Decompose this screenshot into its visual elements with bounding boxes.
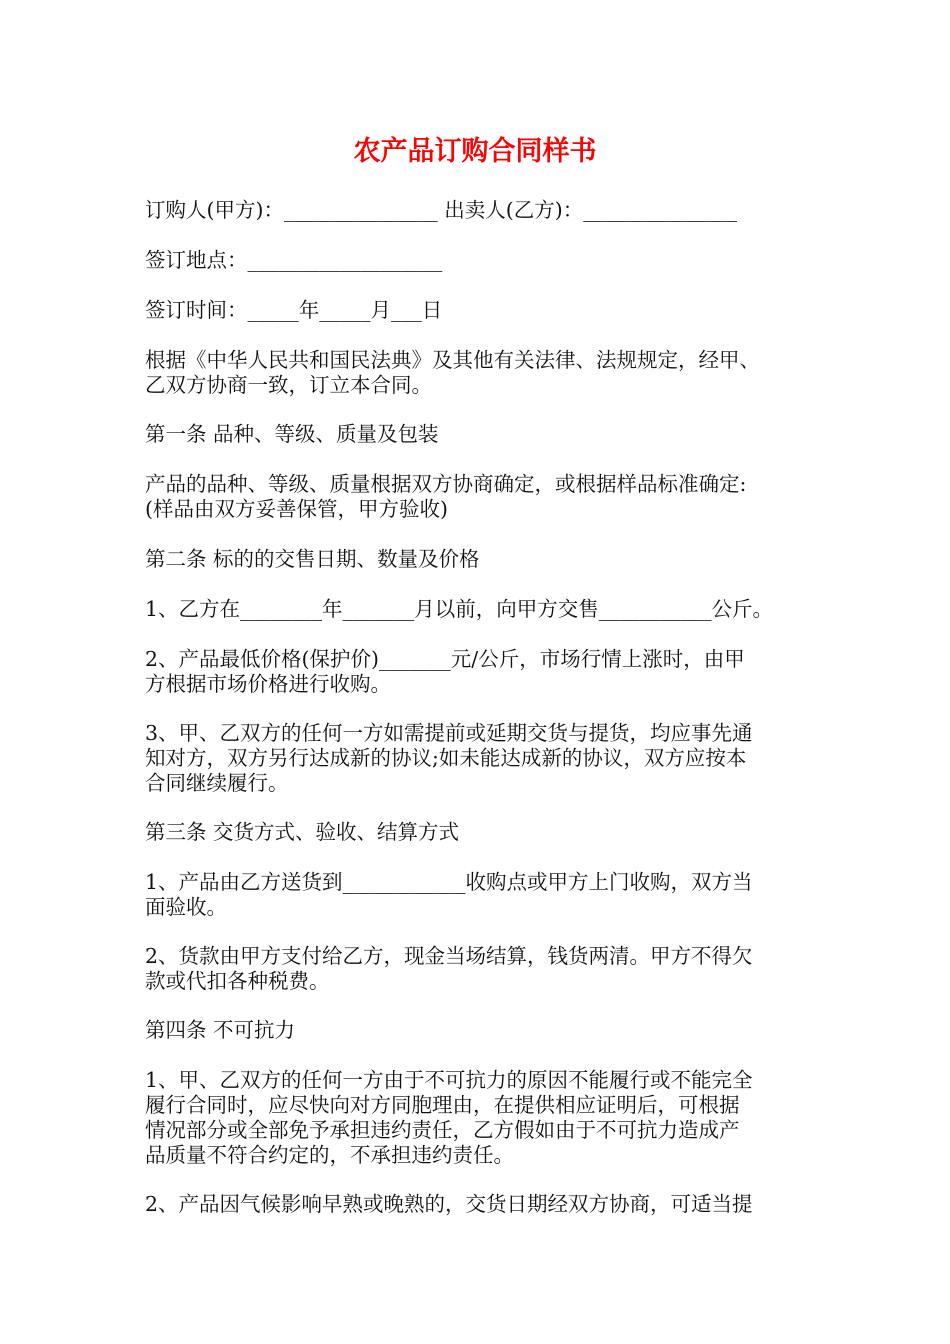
article-1-heading: 第一条 品种、等级、质量及包装 <box>145 422 439 446</box>
signing-date-line: 签订时间：_____年_____月___日 <box>145 298 443 322</box>
parties-line: 订购人(甲方)：_______________ 出卖人(乙方)：_______________ <box>145 198 738 222</box>
article-3-heading: 第三条 交货方式、验收、结算方式 <box>145 820 460 844</box>
article-2-clause-1: 1、乙方在________年_______月以前，向甲方交售___________公斤。 <box>145 597 774 621</box>
article-2-heading: 第二条 标的的交售日期、数量及价格 <box>145 547 480 571</box>
preamble-paragraph: 根据《中华人民共和国民法典》及其他有关法律、法规规定，经甲、 乙双方协商一致，订立本合同。 <box>145 348 760 397</box>
article-1-body: 产品的品种、等级、质量根据双方协商确定，或根据样品标准确定: (样品由双方妥善保管，甲方验收) <box>145 472 747 521</box>
article-4-clause-2: 2、产品因气候影响早熟或晚熟的，交货日期经双方协商，可适当提 <box>145 1192 753 1216</box>
article-3-clause-1: 1、产品由乙方送货到____________收购点或甲方上门收购，双方当 面验收。 <box>145 870 753 919</box>
article-3-clause-2: 2、货款由甲方支付给乙方，现金当场结算，钱货两清。甲方不得欠 款或代扣各种税费。 <box>145 944 753 993</box>
article-2-clause-2: 2、产品最低价格(保护价)_______元/公斤，市场行情上涨时，由甲 方根据市场价格进行收购。 <box>145 647 745 696</box>
article-4-heading: 第四条 不可抗力 <box>145 1018 296 1042</box>
signing-place-line: 签订地点：___________________ <box>145 248 443 272</box>
article-2-clause-3: 3、甲、乙双方的任何一方如需提前或延期交货与提货，均应事先通 知对方，双方另行达成新的协议;如未能达成新的协议，双方应按本 合同继续履行。 <box>145 721 753 795</box>
document-title: 农产品订购合同样书 <box>353 136 597 167</box>
article-4-clause-1: 1、甲、乙双方的任何一方由于不可抗力的原因不能履行或不能完全 履行合同时，应尽快向对方同胞理由，在提供相应证明后，可根据 情况部分或全部免予承担违约责任，乙方假如由于不可抗力造成产 品质量不符合约定的，不承担违约责任。 <box>145 1068 753 1167</box>
